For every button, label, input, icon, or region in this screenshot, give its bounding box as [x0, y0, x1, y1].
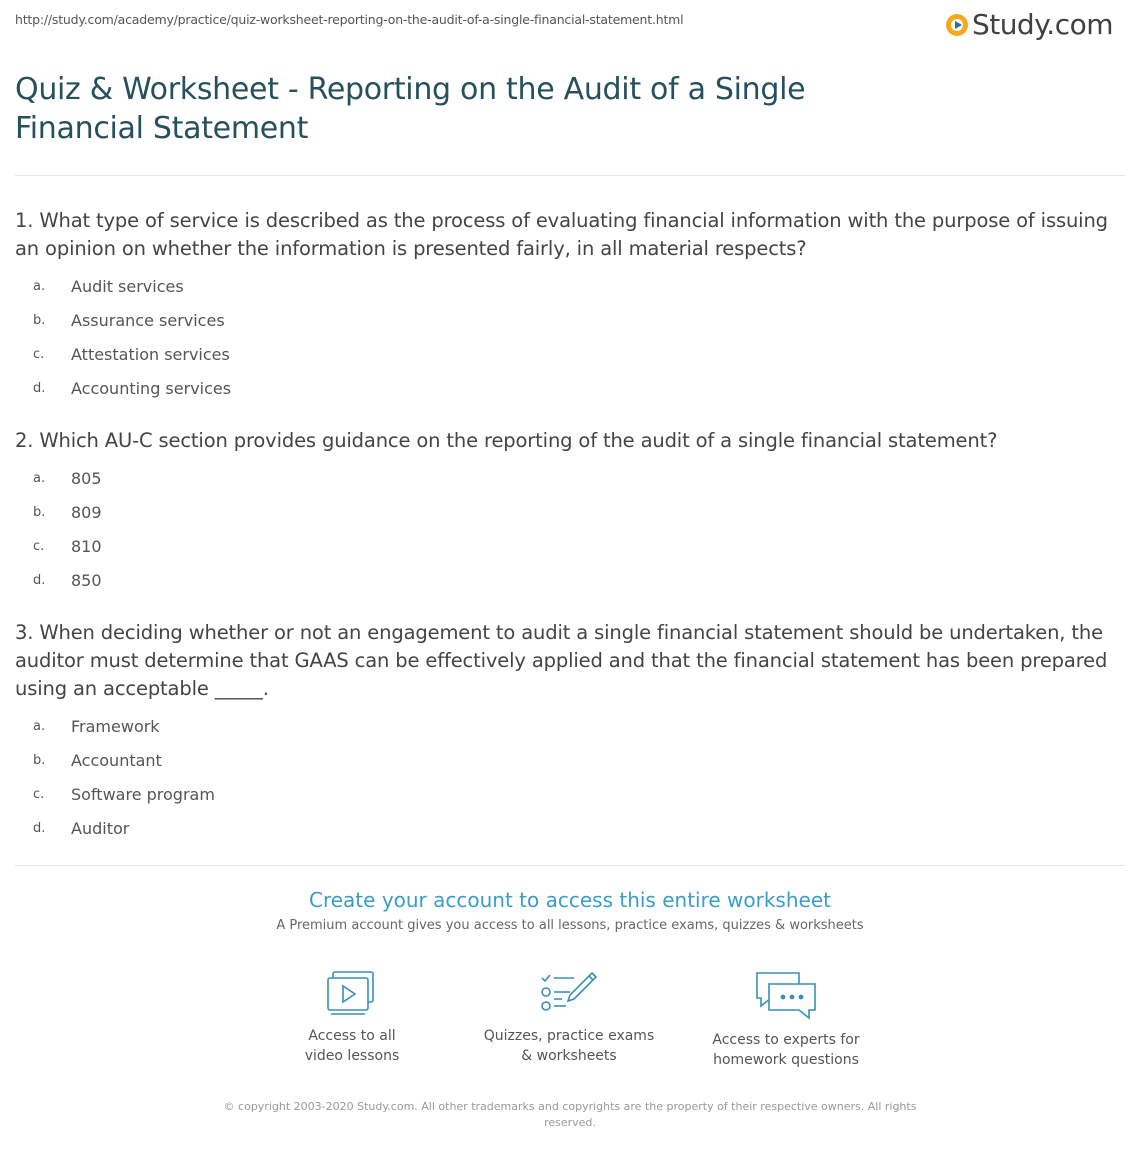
answer-letter: a. — [33, 718, 46, 734]
answer-text: Accounting services — [71, 378, 232, 398]
cta-title-link[interactable]: Create your account to access this entire worksheet — [309, 888, 831, 912]
answer-text: Accountant — [71, 750, 162, 770]
answer-text: 809 — [71, 502, 102, 522]
answer-text: 805 — [71, 468, 102, 488]
question-text: 3. When deciding whether or not an engagement to audit a single financial statement should be undertaken, the auditor must determine that GAAS can be effectively applied and that the financial statement has been prepared using an acceptable _____. — [15, 621, 1108, 700]
copyright-notice: © copyright 2003-2020 Study.com. All other trademarks and copyrights are the property of their respective owners. All rights reserved. — [223, 1100, 917, 1129]
answer-text: Assurance services — [71, 310, 225, 330]
chat-bubbles-icon — [753, 970, 819, 1020]
answer-text: Audit services — [71, 276, 184, 296]
study-logo[interactable] — [946, 8, 1113, 41]
feature-label-line: & worksheets — [521, 1048, 617, 1064]
signup-cta — [0, 888, 1140, 933]
feature-video-lessons — [252, 970, 452, 1066]
answer-text: Attestation services — [71, 344, 230, 364]
answer-text: Auditor — [71, 818, 130, 838]
answer-option[interactable] — [15, 337, 1130, 371]
page-url: http://study.com/academy/practice/quiz-worksheet-reporting-on-the-audit-of-a-single-financial-statement.html — [15, 12, 684, 27]
answer-text: 850 — [71, 570, 102, 590]
answer-option[interactable] — [15, 303, 1130, 337]
answer-letter: d. — [33, 380, 46, 396]
answer-option[interactable] — [15, 811, 1130, 845]
video-lesson-icon — [325, 970, 379, 1016]
answer-option[interactable] — [15, 269, 1130, 303]
answer-list — [15, 461, 1130, 597]
answer-option[interactable] — [15, 529, 1130, 563]
feature-label-line: Quizzes, practice exams — [483, 1028, 655, 1044]
answer-letter: c. — [33, 346, 45, 362]
answer-option[interactable] — [15, 563, 1130, 597]
answer-option[interactable] — [15, 743, 1130, 777]
answer-letter: c. — [33, 538, 45, 554]
answer-letter: b. — [33, 504, 46, 520]
question-3 — [15, 619, 1130, 845]
answer-letter: a. — [33, 278, 46, 294]
answer-letter: d. — [33, 820, 46, 836]
answer-option[interactable] — [15, 461, 1130, 495]
answer-text: 810 — [71, 536, 102, 556]
question-2 — [15, 427, 1130, 597]
answer-letter: d. — [33, 572, 46, 588]
feature-label-line: video lessons — [304, 1048, 400, 1064]
answer-letter: b. — [33, 312, 46, 328]
question-1 — [15, 207, 1130, 405]
answer-text: Framework — [71, 716, 160, 736]
feature-label-line: Access to experts for — [712, 1032, 860, 1048]
answer-option[interactable] — [15, 495, 1130, 529]
answer-text: Software program — [71, 784, 215, 804]
feature-experts — [686, 970, 886, 1070]
top-bar — [15, 0, 1125, 50]
play-logo-icon — [946, 14, 968, 36]
answer-letter: a. — [33, 470, 46, 486]
answer-option[interactable] — [15, 777, 1130, 811]
cta-subtitle: A Premium account gives you access to all lessons, practice exams, quizzes & worksheets — [276, 918, 864, 933]
answer-letter: c. — [33, 786, 45, 802]
feature-quizzes — [469, 970, 669, 1066]
divider — [15, 175, 1125, 176]
answer-letter: b. — [33, 752, 46, 768]
page-title: Quiz & Worksheet - Reporting on the Audit of a Single Financial Statement — [15, 72, 806, 146]
quiz-checklist-icon — [540, 970, 598, 1016]
divider — [15, 865, 1125, 866]
answer-list — [15, 709, 1130, 845]
answer-option[interactable] — [15, 709, 1130, 743]
question-text: 2. Which AU-C section provides guidance on the reporting of the audit of a single financial statement? — [15, 429, 998, 452]
answer-list — [15, 269, 1130, 405]
answer-option[interactable] — [15, 371, 1130, 405]
feature-label-line: Access to all — [308, 1028, 396, 1044]
logo-text: Study.com — [971, 8, 1113, 41]
feature-label-line: homework questions — [713, 1052, 859, 1068]
question-text: 1. What type of service is described as the process of evaluating financial information with the purpose of issuing an opinion on whether the information is presented fairly, in all material respects? — [15, 209, 1108, 260]
